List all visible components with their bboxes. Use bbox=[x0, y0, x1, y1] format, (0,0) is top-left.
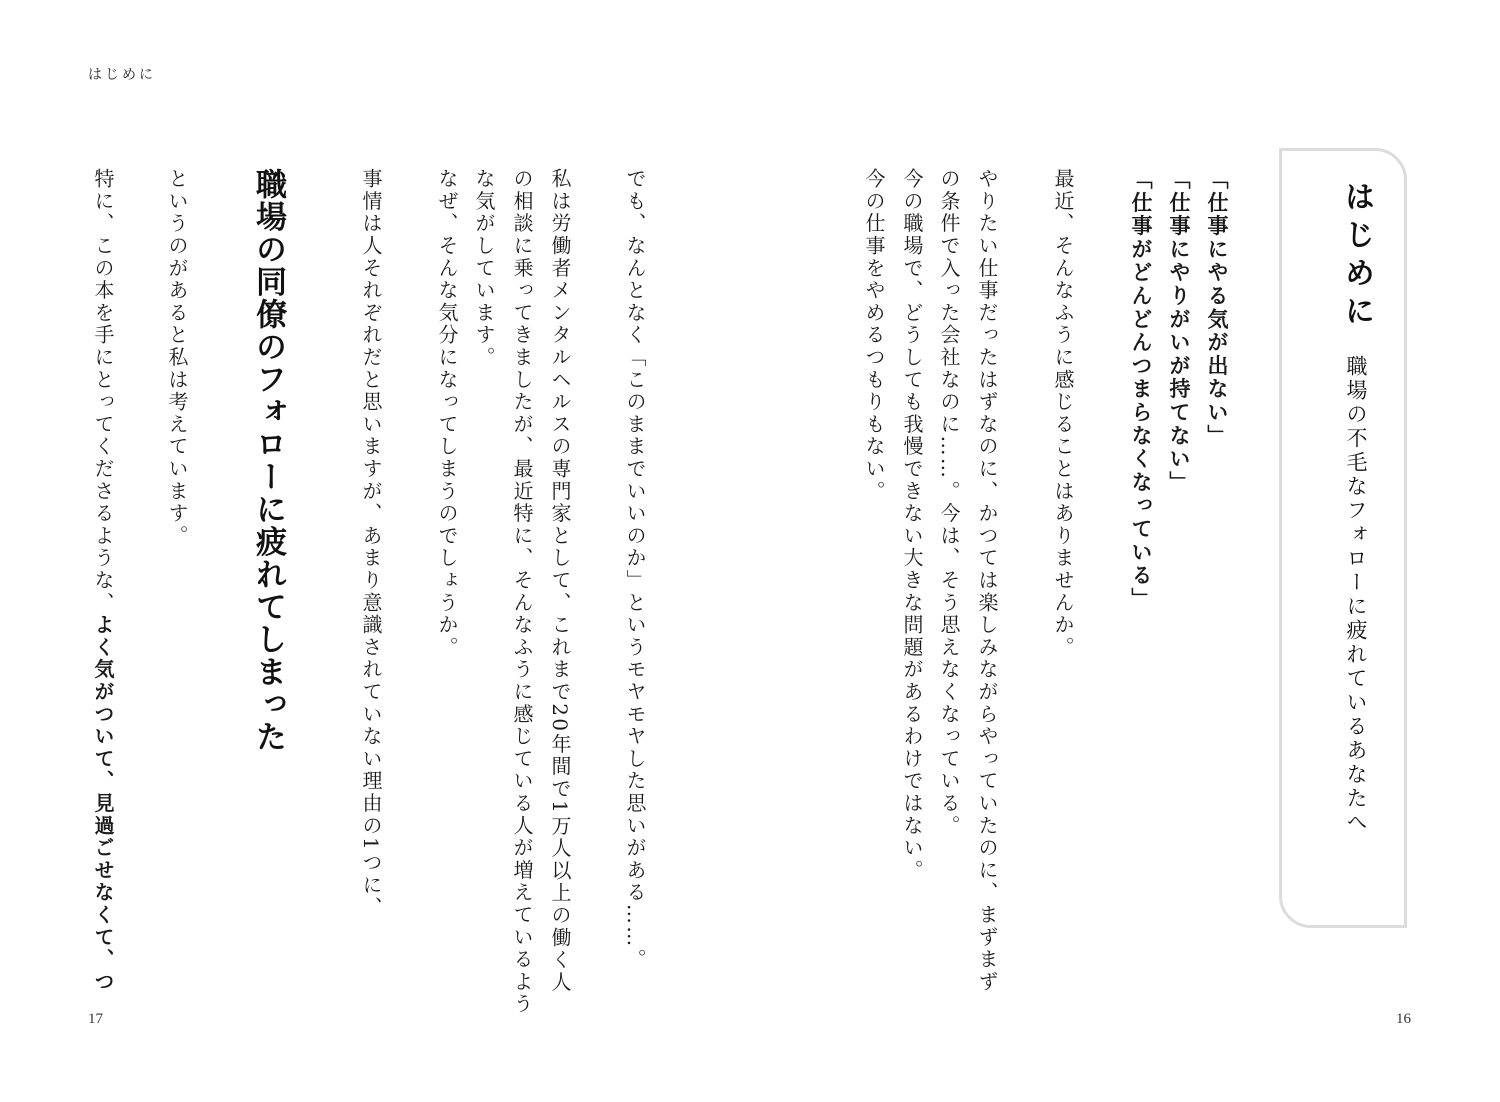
body-text-bold: よく気がついて、見過ごせなくて、つ bbox=[91, 614, 115, 994]
section-heading: 職場の同僚のフォローに疲れてしまった bbox=[250, 168, 286, 753]
quote-line-3: 「仕事がどんどんつまらなくなっている」 bbox=[1129, 168, 1153, 611]
page-number-right: 16 bbox=[1396, 1011, 1411, 1027]
chapter-subtitle: 職場の不毛なフォローに疲れているあなたへ bbox=[1344, 355, 1368, 835]
quote-line-2: 「仕事にやりがいが持てない」 bbox=[1167, 168, 1191, 495]
body-line: 今の職場で、どうしても我慢できない大きな問題があるわけではない。 bbox=[900, 168, 924, 882]
body-line: の条件で入った会社なのに……。今は、そう思えなくなっている。 bbox=[937, 168, 961, 837]
body-line: でも、なんとなく「このままでいいのか」というモヤモヤした思いがある……。 bbox=[623, 168, 647, 971]
body-line: なぜ、そんな気分になってしまうのでしょうか。 bbox=[435, 168, 459, 659]
body-line-mixed bbox=[84, 168, 122, 993]
running-head: はじめに bbox=[88, 67, 156, 83]
body-line: の相談に乗ってきましたが、最近特に、そんなふうに感じている人が増えているよう bbox=[510, 168, 534, 1016]
body-line: というのがあると私は考えています。 bbox=[165, 168, 189, 548]
page-number-left: 17 bbox=[88, 1011, 103, 1027]
body-line: やりたい仕事だったはずなのに、かつては楽しみながらやっていたのに、まずまず bbox=[975, 168, 999, 994]
body-line: 事情は人それぞれだと思いますが、あまり意識されていない理由の1つに、 bbox=[359, 168, 383, 919]
body-text-plain: 特に、この本を手にとってくださるような、 bbox=[91, 168, 115, 614]
body-line: な気がしています。 bbox=[472, 168, 496, 369]
body-line: 今の仕事をやめるつもりもない。 bbox=[862, 168, 886, 503]
chapter-title-box bbox=[1279, 148, 1407, 928]
body-line: 最近、そんなふうに感じることはありませんか。 bbox=[1051, 168, 1075, 659]
chapter-title: はじめに bbox=[1339, 181, 1374, 333]
body-line: 私は労働者メンタルヘルスの専門家として、これまで20年間で1万人以上の働く人 bbox=[548, 168, 572, 994]
quote-line-1: 「仕事にやる気が出ない」 bbox=[1205, 168, 1229, 448]
